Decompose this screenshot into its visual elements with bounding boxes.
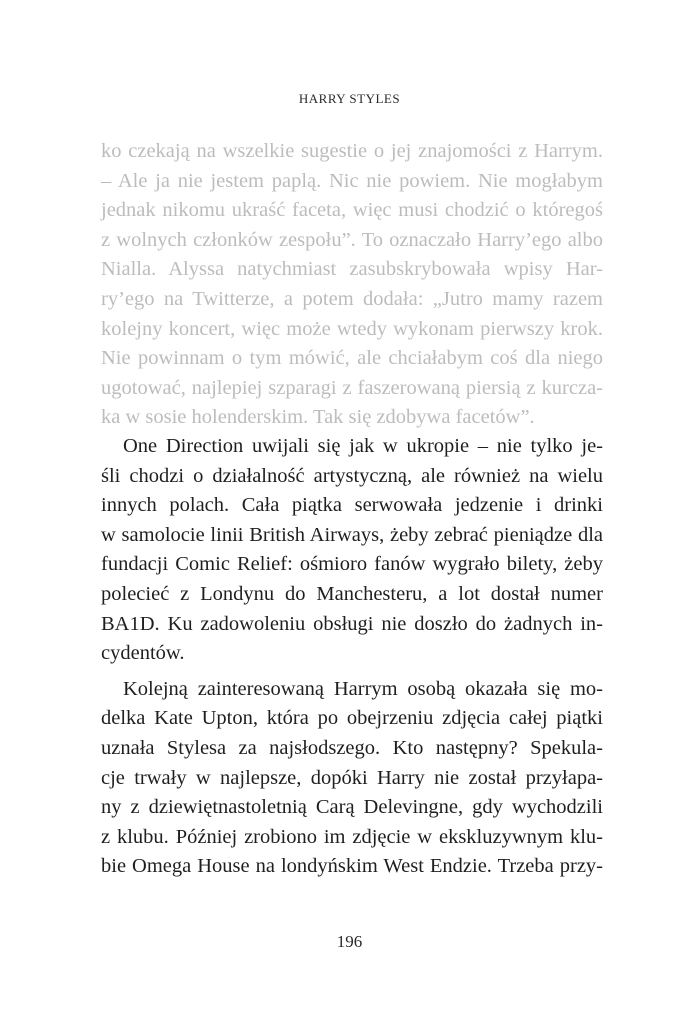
text-line: ny z dziewiętnastoletnią Carą Delevingne, gdy wychodzili	[101, 796, 603, 819]
text-line: polecieć z Londynu do Manchesteru, a lot dostał numer	[101, 582, 603, 605]
text-line: cje trwały w najlepsze, dopóki Harry nie został przyłapa-	[101, 766, 603, 789]
body-text	[101, 432, 603, 882]
paragraph-one-direction	[101, 432, 603, 669]
text-line: w samolocie linii British Airways, żeby zebrać pieniądze dla	[101, 523, 603, 546]
text-line: Nialla. Alyssa natychmiast zasubskrybowała wpisy Har-	[101, 258, 603, 281]
text-line: Kolejną zainteresowaną Harrym osobą okazała się mo-	[123, 677, 603, 700]
text-line: innych polach. Cała piątka serwowała jedzenie i drinki	[101, 494, 603, 517]
page-number: 196	[336, 932, 363, 951]
text-line: bie Omega House na londyńskim West Endzie. Trzeba przy-	[101, 855, 603, 878]
text-line: – Ale ja nie jestem paplą. Nic nie powiem. Nie mogłabym	[101, 169, 603, 192]
faded-paragraph	[101, 137, 603, 433]
text-line: jednak nikomu ukraść faceta, więc musi chodzić o któregoś	[101, 199, 603, 222]
text-line: One Direction uwijali się jak w ukropie – nie tylko je-	[123, 435, 603, 457]
text-line: ko czekają na wszelkie sugestie o jej znajomości z Harrym.	[101, 140, 603, 162]
text-line: fundacji Comic Relief: ośmioro fanów wygrało bilety, żeby	[101, 553, 603, 576]
text-line: ugotować, najlepiej szparagi z faszerowaną piersią z kurcza-	[101, 376, 603, 399]
text-line: BA1D. Ku zadowoleniu obsługi nie doszło do żadnych in-	[101, 612, 603, 635]
text-line: uznała Stylesa za najsłodszego. Kto następny? Spekula-	[101, 736, 603, 759]
text-line: śli chodzi o działalność artystyczną, ale również na wielu	[101, 464, 603, 487]
running-header: HARRY STYLES	[298, 91, 401, 106]
text-line: kolejny koncert, więc może wtedy wykonam pierwszy krok.	[101, 317, 603, 340]
text-line: ry’ego na Twitterze, a potem dodała: „Jutro mamy razem	[101, 287, 603, 310]
text-line: cydentów.	[101, 642, 185, 665]
text-line: delka Kate Upton, która po obejrzeniu zdjęcia całej piątki	[101, 707, 603, 730]
text-line: ka w sosie holenderskim. Tak się zdobywa facetów”.	[101, 406, 535, 429]
paragraph-kate-upton	[101, 675, 603, 882]
text-line: z klubu. Później zrobiono im zdjęcie w ekskluzywnym klu-	[101, 825, 603, 848]
text-line: z wolnych członków zespołu”. To oznaczało Harry’ego albo	[101, 228, 603, 251]
text-line: Nie powinnam o tym mówić, ale chciałabym coś dla niego	[101, 347, 603, 370]
